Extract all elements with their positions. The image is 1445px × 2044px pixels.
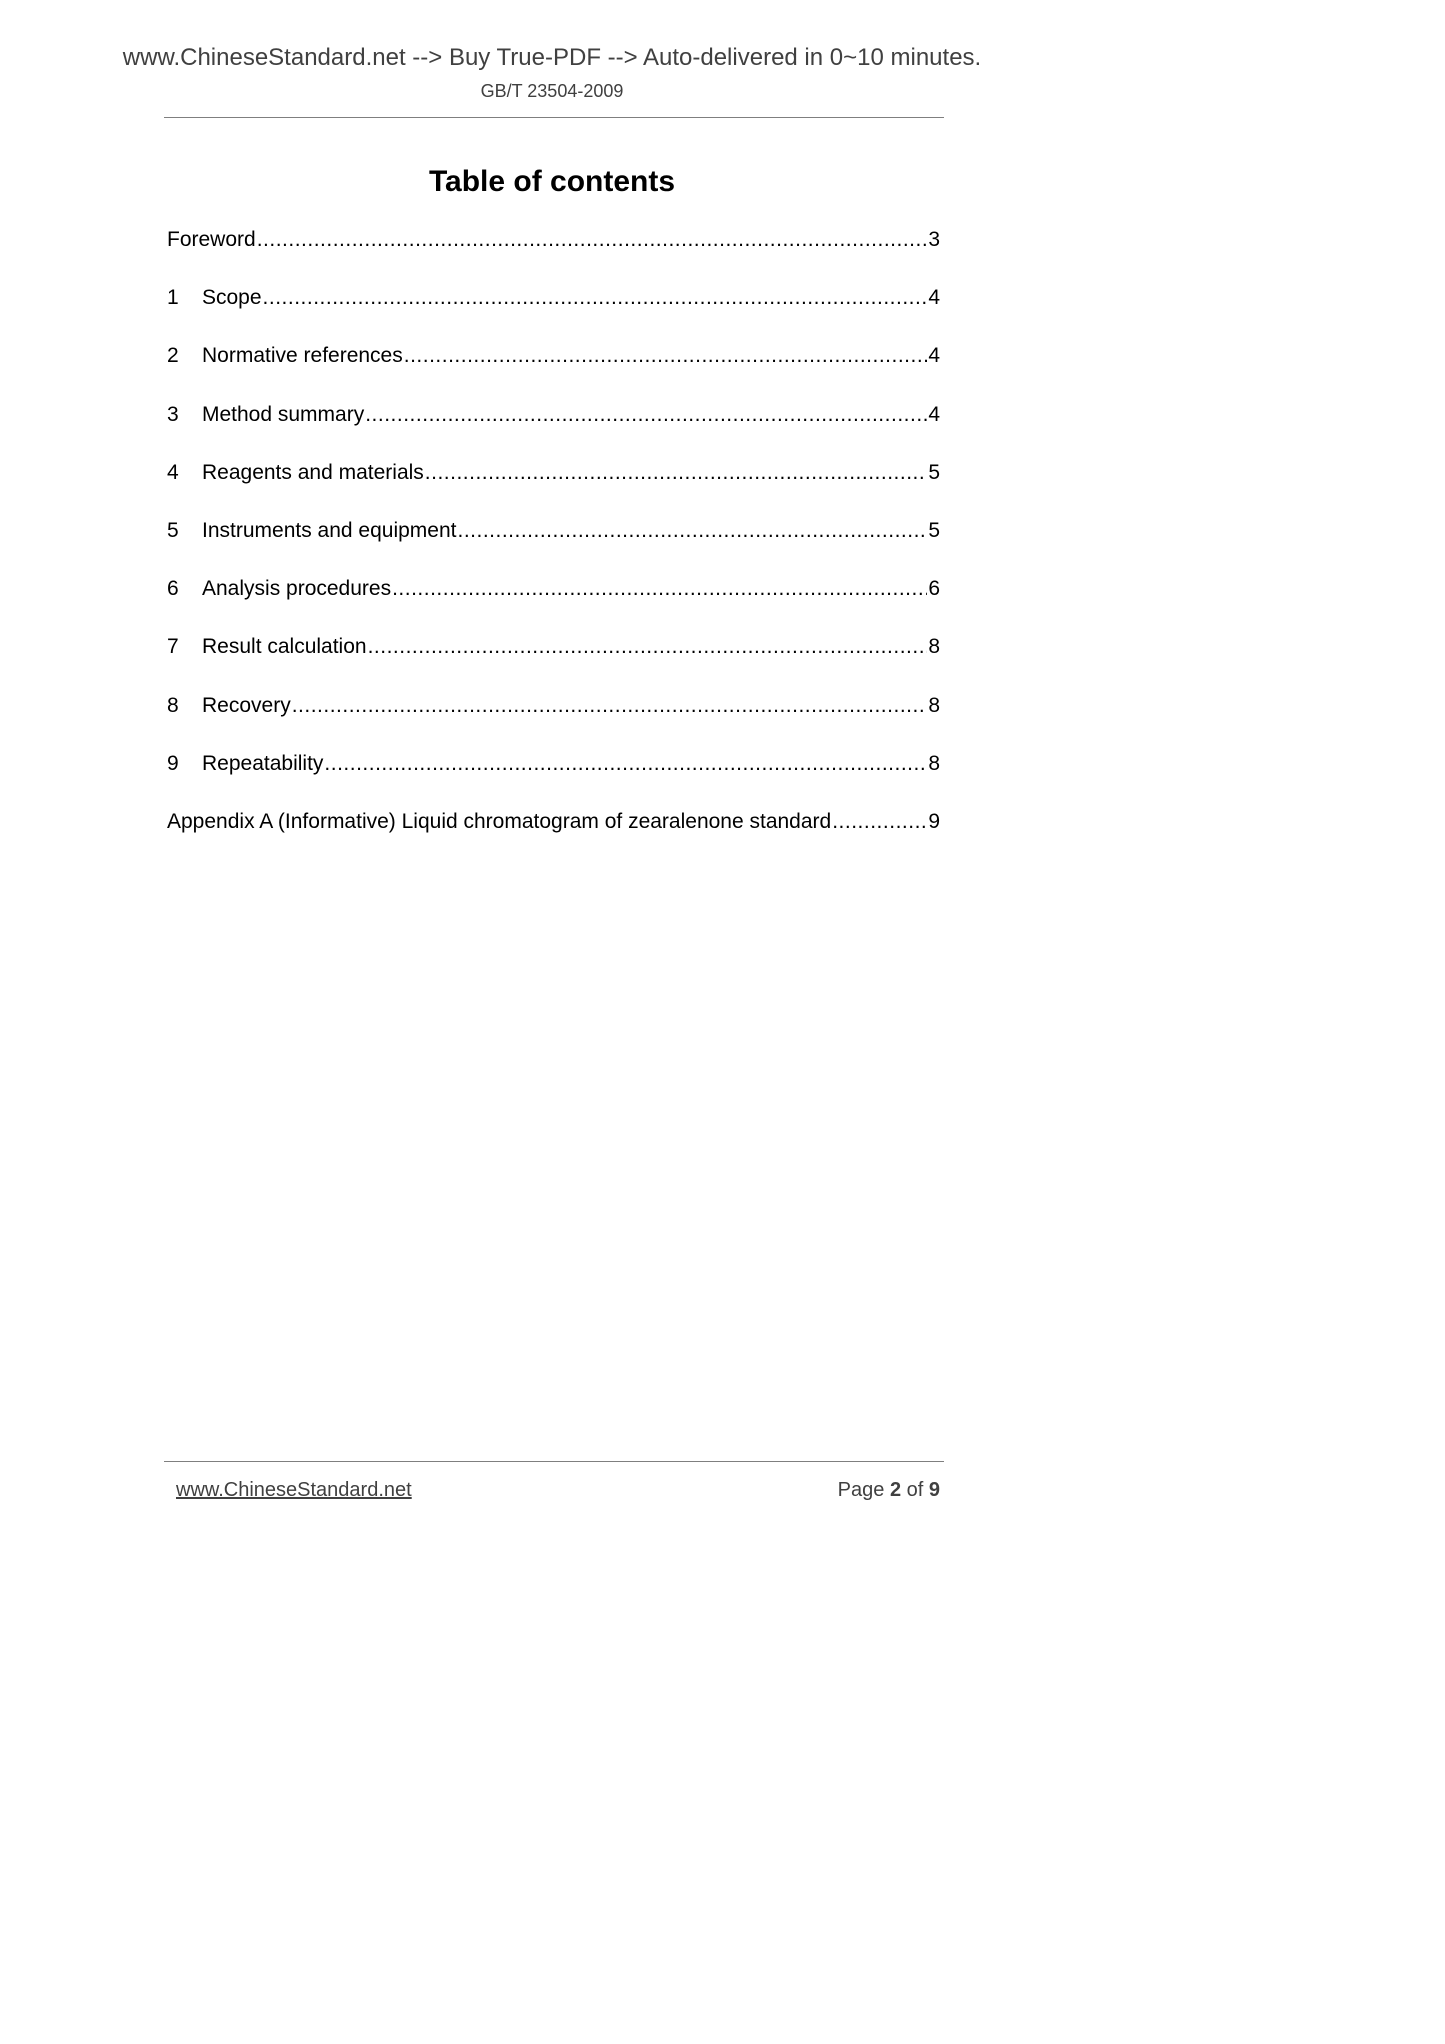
page-current: 2	[889, 1479, 902, 1501]
toc-entry-page: 3	[928, 228, 940, 251]
toc-entry-number: 6	[167, 577, 179, 601]
page-indicator	[838, 1477, 940, 1503]
toc-entry-analysis-procedures[interactable]	[167, 575, 940, 633]
toc-entry-normative-references[interactable]	[167, 342, 940, 400]
toc-entry-page: 8	[928, 751, 940, 775]
toc-entry-label: Reagents and materials	[202, 460, 424, 484]
toc-entry-number: 4	[167, 460, 179, 484]
toc-entry-label: Instruments and equipment	[202, 518, 457, 542]
toc-entry-label: Normative references	[202, 344, 403, 368]
footer-site-link[interactable]: www.ChineseStandard.net	[176, 1479, 412, 1501]
toc-entry-number: 9	[167, 751, 179, 775]
table-of-contents	[167, 226, 940, 866]
toc-leader-dots	[392, 575, 927, 603]
toc-entry-number: 7	[167, 635, 179, 659]
page-title: Table of contents	[428, 165, 676, 198]
toc-entry-page: 8	[928, 693, 940, 717]
toc-entry-recovery[interactable]	[167, 692, 940, 750]
toc-entry-method-summary[interactable]	[167, 401, 940, 459]
toc-entry-label: Foreword	[167, 228, 256, 251]
toc-entry-number: 1	[167, 286, 179, 310]
toc-entry-repeatability[interactable]	[167, 750, 940, 808]
toc-entry-page: 4	[928, 402, 940, 426]
toc-entry-scope[interactable]	[167, 284, 940, 342]
header-banner: www.ChineseStandard.net --> Buy True-PDF --> Auto-delivered in 0~10 minutes.	[122, 44, 982, 71]
toc-entry-foreword[interactable]	[167, 226, 940, 284]
toc-leader-dots	[368, 633, 928, 661]
toc-leader-dots	[292, 692, 928, 720]
toc-entry-label: Analysis procedures	[202, 577, 392, 601]
toc-leader-dots	[257, 226, 928, 254]
toc-leader-dots	[263, 284, 928, 312]
toc-leader-dots	[365, 401, 927, 429]
toc-entry-label: Result calculation	[202, 635, 367, 659]
toc-entry-number: 5	[167, 518, 179, 542]
header-divider	[164, 117, 944, 118]
toc-entry-appendix-a[interactable]	[167, 808, 940, 866]
toc-entry-page: 4	[928, 344, 940, 368]
page-of: of	[906, 1479, 924, 1501]
toc-entry-reagents-and-materials[interactable]	[167, 459, 940, 517]
toc-entry-label: Scope	[202, 286, 262, 310]
toc-entry-instruments-and-equipment[interactable]	[167, 517, 940, 575]
toc-entry-number: 8	[167, 693, 179, 717]
toc-entry-number: 2	[167, 344, 179, 368]
toc-entry-page: 9	[928, 809, 940, 833]
page-total: 9	[928, 1479, 940, 1501]
toc-entry-label: Repeatability	[202, 751, 324, 775]
toc-leader-dots	[404, 342, 928, 370]
page-prefix: Page	[837, 1479, 885, 1501]
toc-leader-dots	[425, 459, 928, 487]
toc-entry-label: Recovery	[202, 693, 291, 717]
toc-entry-page: 8	[928, 635, 940, 659]
toc-entry-page: 4	[928, 286, 940, 310]
standard-code: GB/T 23504-2009	[480, 81, 624, 101]
toc-leader-dots	[832, 808, 927, 836]
toc-entry-page: 5	[928, 460, 940, 484]
toc-entry-page: 5	[928, 518, 940, 542]
footer-divider	[164, 1461, 944, 1462]
toc-entry-page: 6	[928, 577, 940, 601]
toc-leader-dots	[457, 517, 927, 545]
toc-entry-result-calculation[interactable]	[167, 633, 940, 691]
toc-entry-label: Method summary	[202, 402, 365, 426]
toc-leader-dots	[324, 750, 927, 778]
toc-entry-number: 3	[167, 402, 179, 426]
toc-entry-label: Appendix A (Informative) Liquid chromatogram of zearalenone standard	[167, 809, 832, 833]
